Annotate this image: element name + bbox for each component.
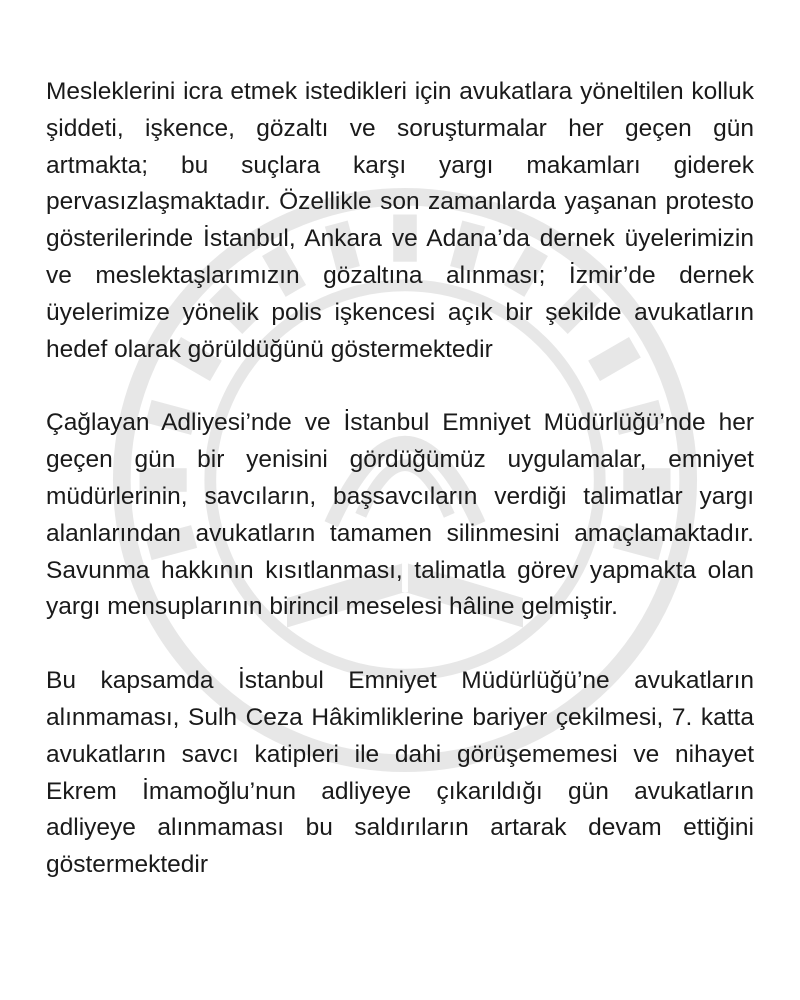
paragraph-2: Çağlayan Adliyesi’nde ve İstanbul Emniyet Müdürlüğü’nde her geçen gün bir yenisini gördüğümüz uygulamalar, emniyet müdürlerinin, savcıların, başsavcıların verdiği talimatlar yargı alanlarından avukatların tamamen silinmesini amaçlamaktadır. Savunma hakkının kısıtlanması, talimatla görev yapmakta olan yargı mensuplarının birincil meselesi hâline gelmiştir. bbox=[46, 409, 754, 621]
paragraph-1: Mesleklerini icra etmek istedikleri için avukatlara yöneltilen kolluk şiddeti, işkence, gözaltı ve soruşturmalar her geçen gün artmakta; bu suçlara karşı yargı makamları giderek pervasızlaşmaktadır. Özellikle son zamanlarda yaşanan protesto gösterilerinde İstanbul, Ankara ve Adana’da dernek üyelerimizin ve meslektaşlarımızın gözaltına alınması; İzmir’de dernek üyelerimize yönelik polis işkencesi açık bir şekilde avukatların hedef olarak görüldüğünü göstermektedir bbox=[46, 78, 754, 363]
paragraph-3: Bu kapsamda İstanbul Emniyet Müdürlüğü’ne avukatların alınmaması, Sulh Ceza Hâkimliklerine bariyer çekilmesi, 7. katta avukatların savcı katipleri ile dahi görüşememesi ve nihayet Ekrem İmamoğlu’nun adliyeye çıkarıldığı gün avukatların adliyeye alınmaması bu saldırıların artarak devam ettiğini göstermektedir bbox=[46, 667, 754, 879]
document-body bbox=[46, 74, 754, 921]
